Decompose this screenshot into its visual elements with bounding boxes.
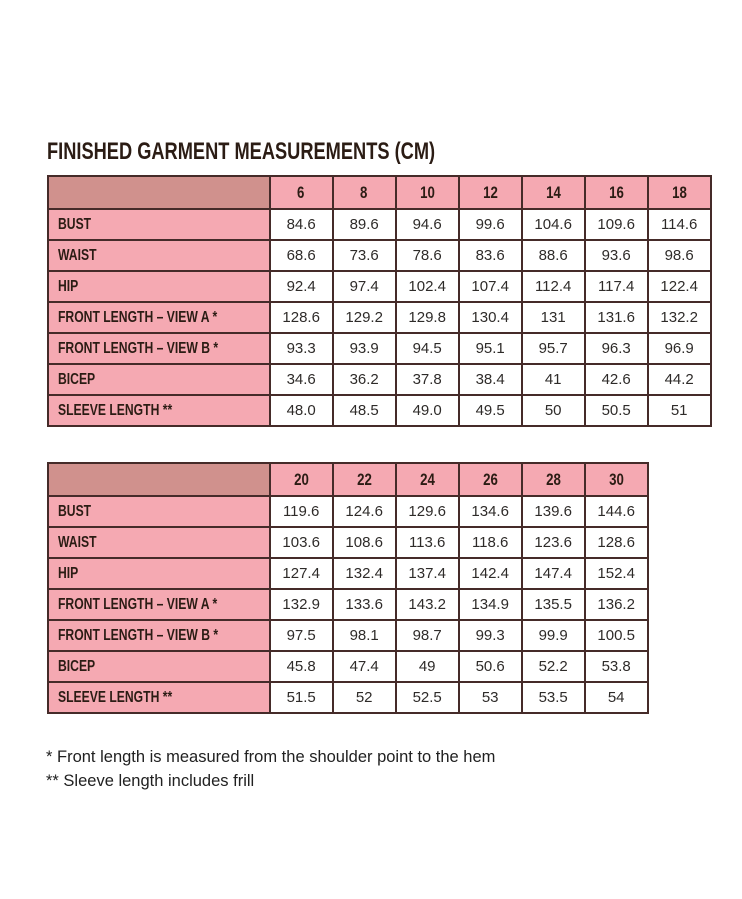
value-cell: 97.5 xyxy=(270,620,333,651)
size-column-header xyxy=(270,463,333,496)
value-cell: 94.6 xyxy=(396,209,459,240)
value-cell: 36.2 xyxy=(333,364,396,395)
value-cell: 42.6 xyxy=(585,364,648,395)
value-cell: 93.3 xyxy=(270,333,333,364)
row-label-cell xyxy=(48,395,270,426)
value-cell: 95.1 xyxy=(459,333,522,364)
value-cell: 132.4 xyxy=(333,558,396,589)
row-label-cell xyxy=(48,496,270,527)
value-cell: 103.6 xyxy=(270,527,333,558)
size-label: 8 xyxy=(360,182,368,202)
value-cell: 83.6 xyxy=(459,240,522,271)
value-cell: 132.9 xyxy=(270,589,333,620)
value-cell: 52.2 xyxy=(522,651,585,682)
value-cell: 51.5 xyxy=(270,682,333,713)
page-title-text: FINISHED GARMENT MEASUREMENTS (CM) xyxy=(47,138,436,165)
value-cell: 117.4 xyxy=(585,271,648,302)
row-label-text: WAIST xyxy=(58,246,97,264)
row-label-cell xyxy=(48,620,270,651)
value-cell: 143.2 xyxy=(396,589,459,620)
value-cell: 78.6 xyxy=(396,240,459,271)
footnote-sleeve-length: ** Sleeve length includes frill xyxy=(46,772,255,790)
row-label-cell xyxy=(48,302,270,333)
value-cell: 130.4 xyxy=(459,302,522,333)
value-cell: 128.6 xyxy=(585,527,648,558)
value-cell: 128.6 xyxy=(270,302,333,333)
value-cell: 54 xyxy=(585,682,648,713)
value-cell: 131.6 xyxy=(585,302,648,333)
measurements-table-sizes-20-30 xyxy=(47,462,649,714)
value-cell: 52 xyxy=(333,682,396,713)
size-label: 28 xyxy=(545,469,561,489)
size-header-row xyxy=(48,463,648,496)
size-label: 22 xyxy=(356,469,372,489)
size-column-header xyxy=(585,176,648,209)
value-cell: 137.4 xyxy=(396,558,459,589)
value-cell: 88.6 xyxy=(522,240,585,271)
size-label: 18 xyxy=(671,182,687,202)
size-column-header xyxy=(396,463,459,496)
value-cell: 142.4 xyxy=(459,558,522,589)
value-cell: 124.6 xyxy=(333,496,396,527)
row-label-text: BICEP xyxy=(58,657,96,675)
size-column-header xyxy=(522,463,585,496)
value-cell: 99.9 xyxy=(522,620,585,651)
table-row xyxy=(48,333,711,364)
row-label-cell xyxy=(48,364,270,395)
value-cell: 94.5 xyxy=(396,333,459,364)
value-cell: 53.5 xyxy=(522,682,585,713)
size-column-header xyxy=(522,176,585,209)
page-title xyxy=(47,138,558,166)
table-row xyxy=(48,527,648,558)
footnote-front-length: * Front length is measured from the shoulder point to the hem xyxy=(46,748,496,766)
row-label-text: HIP xyxy=(58,277,79,295)
row-label-cell xyxy=(48,271,270,302)
value-cell: 53 xyxy=(459,682,522,713)
row-label-cell xyxy=(48,651,270,682)
value-cell: 123.6 xyxy=(522,527,585,558)
measurements-table-sizes-6-18 xyxy=(47,175,712,427)
value-cell: 68.6 xyxy=(270,240,333,271)
table-row xyxy=(48,620,648,651)
size-column-header xyxy=(270,176,333,209)
value-cell: 113.6 xyxy=(396,527,459,558)
table-row xyxy=(48,364,711,395)
size-column-header xyxy=(333,463,396,496)
value-cell: 109.6 xyxy=(585,209,648,240)
value-cell: 100.5 xyxy=(585,620,648,651)
value-cell: 107.4 xyxy=(459,271,522,302)
value-cell: 152.4 xyxy=(585,558,648,589)
table-row xyxy=(48,302,711,333)
value-cell: 98.7 xyxy=(396,620,459,651)
size-column-header xyxy=(396,176,459,209)
size-label: 26 xyxy=(482,469,498,489)
row-label-text: BICEP xyxy=(58,370,96,388)
table-row xyxy=(48,271,711,302)
value-cell: 73.6 xyxy=(333,240,396,271)
value-cell: 92.4 xyxy=(270,271,333,302)
value-cell: 112.4 xyxy=(522,271,585,302)
value-cell: 139.6 xyxy=(522,496,585,527)
size-label: 10 xyxy=(419,182,435,202)
size-column-header xyxy=(585,463,648,496)
table-row xyxy=(48,209,711,240)
value-cell: 50 xyxy=(522,395,585,426)
row-label-text: FRONT LENGTH – VIEW A * xyxy=(58,308,218,326)
value-cell: 129.8 xyxy=(396,302,459,333)
value-cell: 134.6 xyxy=(459,496,522,527)
value-cell: 122.4 xyxy=(648,271,711,302)
row-label-text: BUST xyxy=(58,502,92,520)
row-label-cell xyxy=(48,333,270,364)
value-cell: 144.6 xyxy=(585,496,648,527)
row-label-cell xyxy=(48,682,270,713)
size-label: 30 xyxy=(608,469,624,489)
row-label-text: WAIST xyxy=(58,533,97,551)
value-cell: 93.6 xyxy=(585,240,648,271)
value-cell: 50.6 xyxy=(459,651,522,682)
value-cell: 45.8 xyxy=(270,651,333,682)
value-cell: 135.5 xyxy=(522,589,585,620)
size-label: 12 xyxy=(482,182,498,202)
value-cell: 48.0 xyxy=(270,395,333,426)
size-header-row xyxy=(48,176,711,209)
value-cell: 89.6 xyxy=(333,209,396,240)
value-cell: 108.6 xyxy=(333,527,396,558)
value-cell: 134.9 xyxy=(459,589,522,620)
value-cell: 133.6 xyxy=(333,589,396,620)
value-cell: 98.1 xyxy=(333,620,396,651)
value-cell: 52.5 xyxy=(396,682,459,713)
value-cell: 41 xyxy=(522,364,585,395)
size-column-header xyxy=(333,176,396,209)
row-label-cell xyxy=(48,240,270,271)
size-column-header xyxy=(459,463,522,496)
table-row xyxy=(48,682,648,713)
value-cell: 37.8 xyxy=(396,364,459,395)
row-label-text: HIP xyxy=(58,564,79,582)
value-cell: 99.6 xyxy=(459,209,522,240)
size-label: 6 xyxy=(297,182,305,202)
row-label-cell xyxy=(48,558,270,589)
value-cell: 49.0 xyxy=(396,395,459,426)
value-cell: 132.2 xyxy=(648,302,711,333)
value-cell: 129.2 xyxy=(333,302,396,333)
row-label-text: FRONT LENGTH – VIEW A * xyxy=(58,595,218,613)
table-corner-cell xyxy=(48,176,270,209)
row-label-cell xyxy=(48,209,270,240)
value-cell: 84.6 xyxy=(270,209,333,240)
value-cell: 127.4 xyxy=(270,558,333,589)
size-label: 20 xyxy=(293,469,309,489)
value-cell: 48.5 xyxy=(333,395,396,426)
value-cell: 118.6 xyxy=(459,527,522,558)
value-cell: 131 xyxy=(522,302,585,333)
size-label: 16 xyxy=(608,182,624,202)
value-cell: 136.2 xyxy=(585,589,648,620)
row-label-text: FRONT LENGTH – VIEW B * xyxy=(58,339,219,357)
table-row xyxy=(48,240,711,271)
value-cell: 96.3 xyxy=(585,333,648,364)
table-row xyxy=(48,589,648,620)
value-cell: 50.5 xyxy=(585,395,648,426)
table-row xyxy=(48,558,648,589)
value-cell: 114.6 xyxy=(648,209,711,240)
row-label-cell xyxy=(48,527,270,558)
value-cell: 96.9 xyxy=(648,333,711,364)
value-cell: 95.7 xyxy=(522,333,585,364)
value-cell: 99.3 xyxy=(459,620,522,651)
value-cell: 49.5 xyxy=(459,395,522,426)
row-label-cell xyxy=(48,589,270,620)
value-cell: 104.6 xyxy=(522,209,585,240)
table-row xyxy=(48,651,648,682)
size-column-header xyxy=(648,176,711,209)
value-cell: 34.6 xyxy=(270,364,333,395)
value-cell: 44.2 xyxy=(648,364,711,395)
value-cell: 51 xyxy=(648,395,711,426)
footnotes xyxy=(46,745,495,793)
row-label-text: SLEEVE LENGTH ** xyxy=(58,401,173,419)
value-cell: 53.8 xyxy=(585,651,648,682)
value-cell: 119.6 xyxy=(270,496,333,527)
table-corner-cell xyxy=(48,463,270,496)
row-label-text: FRONT LENGTH – VIEW B * xyxy=(58,626,219,644)
value-cell: 129.6 xyxy=(396,496,459,527)
value-cell: 49 xyxy=(396,651,459,682)
row-label-text: BUST xyxy=(58,215,92,233)
value-cell: 98.6 xyxy=(648,240,711,271)
row-label-text: SLEEVE LENGTH ** xyxy=(58,688,173,706)
value-cell: 147.4 xyxy=(522,558,585,589)
value-cell: 38.4 xyxy=(459,364,522,395)
value-cell: 93.9 xyxy=(333,333,396,364)
table-row xyxy=(48,496,648,527)
value-cell: 47.4 xyxy=(333,651,396,682)
size-label: 24 xyxy=(419,469,435,489)
size-label: 14 xyxy=(545,182,561,202)
value-cell: 102.4 xyxy=(396,271,459,302)
table-row xyxy=(48,395,711,426)
size-column-header xyxy=(459,176,522,209)
value-cell: 97.4 xyxy=(333,271,396,302)
